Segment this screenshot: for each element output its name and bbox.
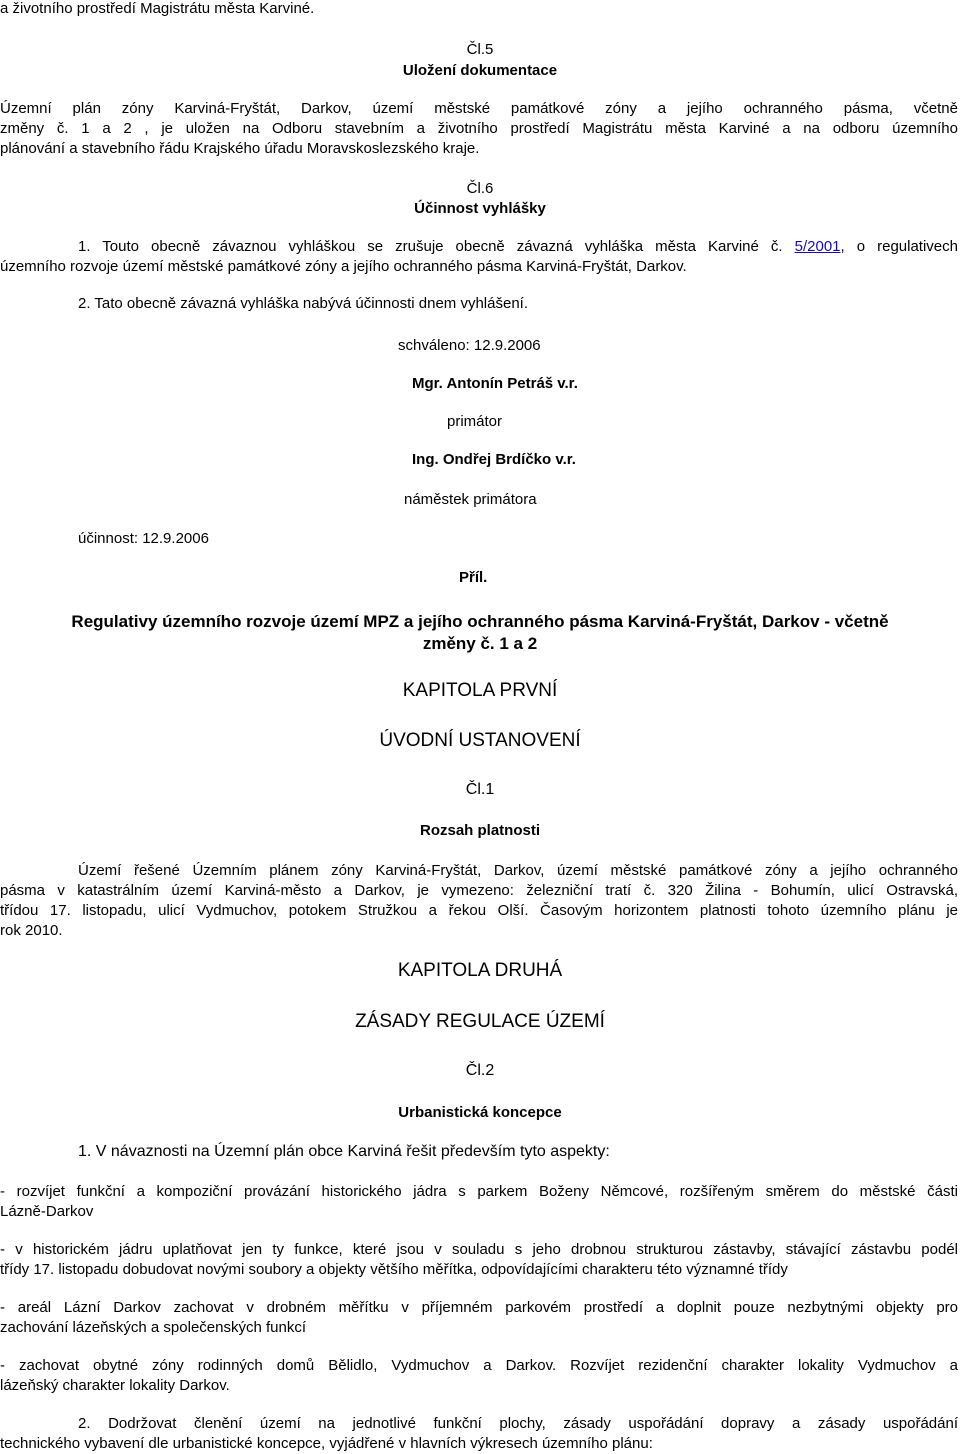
top-line: a životního prostředí Magistrátu města Karviné. [0,0,315,17]
p1-text-before: 1. Touto obecně závaznou vyhláškou se zrušuje obecně závazná vyhláška města Karviné č. [78,238,795,255]
bullet-2-line-1: - v historickém jádru uplatňovat jen ty funkce, které jsou v souladu s jeho drobnou strukturou zástavby, stávající zástavbu podél [0,1241,958,1258]
article-1-line-1: Území řešené Územním plánem zóny Karviná-Fryštát, Darkov, území městské památkové zóny a jejího ochranného [78,862,958,879]
article-6-paragraph-1-line-1 [78,238,958,255]
chapter-1-title: ÚVODNÍ USTANOVENÍ [379,730,581,751]
bullet-1-line-2: Lázně-Darkov [0,1203,94,1220]
article-6-title: Účinnost vyhlášky [414,200,546,217]
bullet-4-line-1: - zachovat obytné zóny rodinných domů Bělidlo, Vydmuchov a Darkov. Rozvíjet rezidenční charakter lokality Vydmuchov a [0,1357,958,1374]
annex-label: Příl. [459,569,488,586]
signatory-1-name: Mgr. Antonín Petráš v.r. [412,375,578,392]
bullet-1-line-1: - rozvíjet funkční a kompoziční provázání historického jádra s parkem Boženy Němcové, rozšířeným směrem do městské části [0,1183,958,1200]
effective-date: účinnost: 12.9.2006 [78,530,209,547]
signatory-1-role: primátor [447,413,503,430]
article-5-line-3: plánování a stavebního řádu Krajského úřadu Moravskoslezského kraje. [0,140,480,157]
signatory-2-role: náměstek primátora [404,491,537,508]
chapter-2-heading: KAPITOLA DRUHÁ [397,960,563,981]
article-2-paragraph-2-line-2: technického vybavení dle urbanistické koncepce, vyjádřené v hlavních výkresech územního plánu: [0,1435,653,1452]
article-1-line-4: rok 2010. [0,922,63,939]
bullet-4-line-2: lázeňský charakter lokality Darkov. [0,1377,230,1394]
annex-title-line-2: změny č. 1 a 2 [422,634,538,653]
article-1-title: Rozsah platnosti [419,822,540,839]
article-5-line-1: Územní plán zóny Karviná-Fryštát, Darkov, území městské památkové zóny a jejího ochranného pásma, včetně [0,100,958,117]
article-1-number: Čl.1 [465,781,495,798]
decree-5-2001-link[interactable]: 5/2001 [794,238,841,255]
chapter-1-heading: KAPITOLA PRVNÍ [402,680,558,701]
article-1-line-3: třídou 17. listopadu, ulicí Vydmuchov, potokem Stružkou a řekou Olší. Časovým horizontem platnosti tohoto územního plánu je [0,902,958,919]
article-2-paragraph-1: 1. V návaznosti na Územní plán obce Karviná řešit především tyto aspekty: [78,1143,610,1160]
article-6-number: Čl.6 [466,180,494,197]
article-1-line-2: pásma v katastrálním území Karviná-město a Darkov, je vymezeno: železniční tratí č. 320 Žilina - Bohumín, ulicí Ostravská, [0,882,958,899]
article-5-number: Čl.5 [466,41,494,58]
article-6-paragraph-2: 2. Tato obecně závazná vyhláška nabývá účinnosti dnem vyhlášení. [78,295,528,312]
article-6-paragraph-1-line-2: územního rozvoje území městské památkové zóny a jejího ochranného pásma Karviná-Fryštát, Darkov. [0,258,687,275]
p1-text-after: , o regulativech [840,238,958,255]
annex-title-line-1: Regulativy územního rozvoje území MPZ a jejího ochranného pásma Karviná-Fryštát, Darkov - včetně [71,612,889,631]
bullet-2-line-2: třídy 17. listopadu dobudovat novými soubory a objekty většího měřítka, odpovídajícími charakteru této významné třídy [0,1261,788,1278]
article-2-number: Čl.2 [465,1062,495,1079]
article-5-title: Uložení dokumentace [402,62,558,79]
signatory-2-name: Ing. Ondřej Brdíčko v.r. [412,451,576,468]
bullet-3-line-1: - areál Lázní Darkov zachovat v drobném měřítku v příjemném parkovém prostředí a doplnit pouze nezbytnými objekty pro [0,1299,958,1316]
chapter-2-title: ZÁSADY REGULACE ÚZEMÍ [355,1011,605,1032]
approved-date: schváleno: 12.9.2006 [398,337,541,354]
article-2-title: Urbanistická koncepce [398,1104,562,1121]
article-2-paragraph-2-line-1: 2. Dodržovat členění území na jednotlivé funkční plochy, zásady uspořádání dopravy a zásady uspořádání [78,1415,958,1432]
bullet-3-line-2: zachování lázeňských a společenských funkcí [0,1319,306,1336]
article-5-line-2: změny č. 1 a 2 , je uložen na Odboru stavebním a životního prostředí Magistrátu města Karviné a na odboru územního [0,120,958,137]
